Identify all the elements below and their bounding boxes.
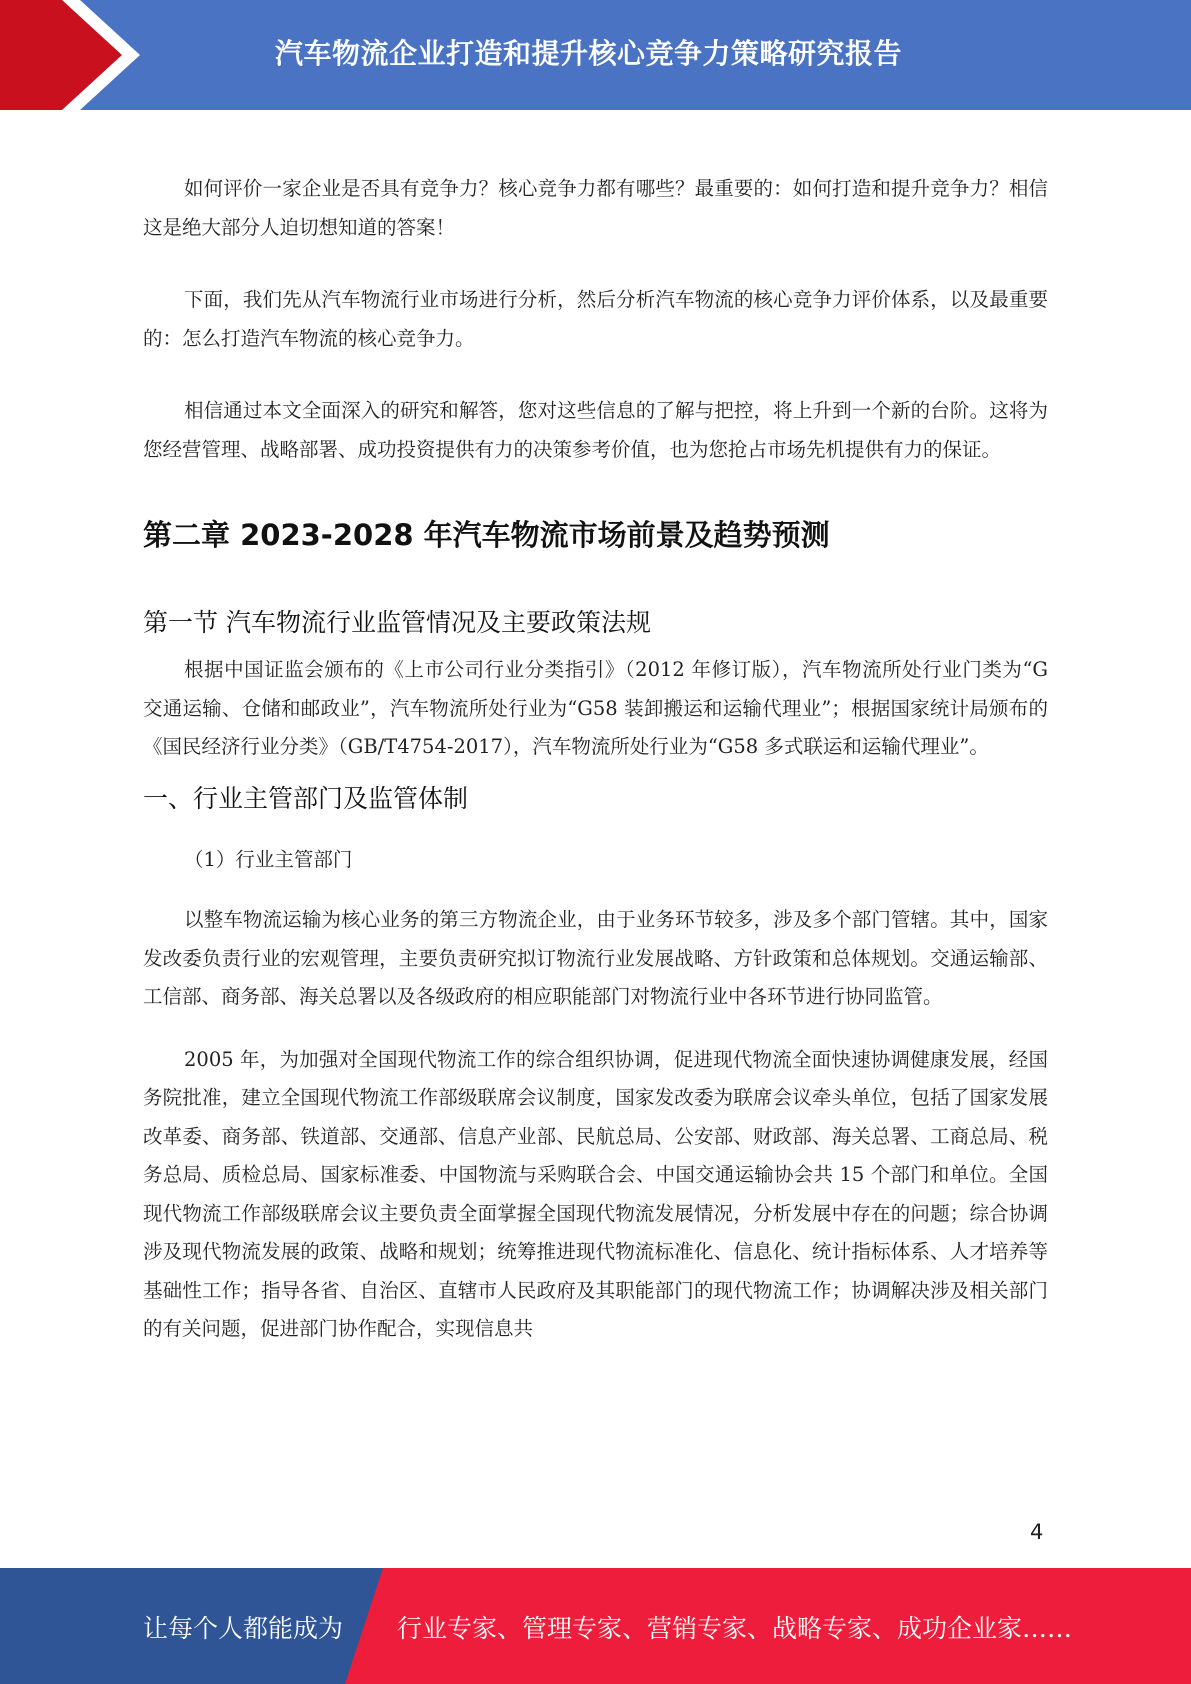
header-arrow-decoration xyxy=(0,0,160,110)
intro-paragraph-1: 如何评价一家企业是否具有竞争力？核心竞争力都有哪些？最重要的：如何打造和提升竞争力？相信这是绝大部分人迫切想知道的答案！ xyxy=(143,177,1048,239)
intro-paragraph-2: 下面，我们先从汽车物流行业市场进行分析，然后分析汽车物流的核心竞争力评价体系，以及最重要的：怎么打造汽车物流的核心竞争力。 xyxy=(143,288,1048,350)
footer-slogan-left: 让每个人都能成为 xyxy=(143,1614,344,1643)
subsection-title: 一、行业主管部门及监管体制 xyxy=(143,783,469,813)
item-label: （1）行业主管部门 xyxy=(184,847,353,871)
subsection-paragraph-1: 以整车物流运输为核心业务的第三方物流企业，由于业务环节较多，涉及多个部门管辖。其中，国家发改委负责行业的宏观管理，主要负责研究拟订物流行业发展战略、方针政策和总体规划。交通运输部、工信部、商务部、海关总署以及各级政府的相应职能部门对物流行业中各环节进行协同监管。 xyxy=(143,908,1048,1008)
page-number: 4 xyxy=(1030,1520,1044,1544)
intro-paragraph-3: 相信通过本文全面深入的研究和解答，您对这些信息的了解与把控，将上升到一个新的台阶。这将为您经营管理、战略部署、成功投资提供有力的决策参考价值，也为您抢占市场先机提供有力的保证。 xyxy=(143,399,1048,461)
section-paragraph-1: 根据中国证监会颁布的《上市公司行业分类指引》（2012 年修订版），汽车物流所处行业门类为“G 交通运输、仓储和邮政业”，汽车物流所处行业为“G58 装卸搬运和运输代理业”；根据国家统计局颁布的《国民经济行业分类》（GB/T4754-2017），汽车物流所处行业为“G58 多式联运和运输代理业”。 xyxy=(143,658,1048,758)
page-footer xyxy=(0,1568,1191,1684)
chapter-title: 第二章 2023-2028 年汽车物流市场前景及趋势预测 xyxy=(143,518,830,552)
page-header xyxy=(0,0,1191,110)
footer-slogan-right: 行业专家、管理专家、营销专家、战略专家、成功企业家…… xyxy=(397,1614,1073,1643)
document-body xyxy=(143,170,1048,1349)
subsection-paragraph-2: 2005 年，为加强对全国现代物流工作的综合组织协调，促进现代物流全面快速协调健康发展，经国务院批准，建立全国现代物流工作部级联席会议制度，国家发改委为联席会议牵头单位，包括了国家发展改革委、商务部、铁道部、交通部、信息产业部、民航总局、公安部、财政部、海关总署、工商总局、税务总局、质检总局、国家标准委、中国物流与采购联合会、中国交通运输协会共 15 个部门和单位。全国现代物流工作部级联席会议主要负责全面掌握全国现代物流发展情况，分析发展中存在的问题；综合协调涉及现代物流发展的政策、战略和规划；统筹推进现代物流标准化、信息化、统计指标体系、人才培养等基础性工作；指导各省、自治区、直辖市人民政府及其职能部门的现代物流工作；协调解决涉及相关部门的有关问题，促进部门协作配合，实现信息共 xyxy=(143,1047,1048,1340)
section-title: 第一节 汽车物流行业监管情况及主要政策法规 xyxy=(143,608,651,637)
header-title: 汽车物流企业打造和提升核心竞争力策略研究报告 xyxy=(275,37,903,70)
